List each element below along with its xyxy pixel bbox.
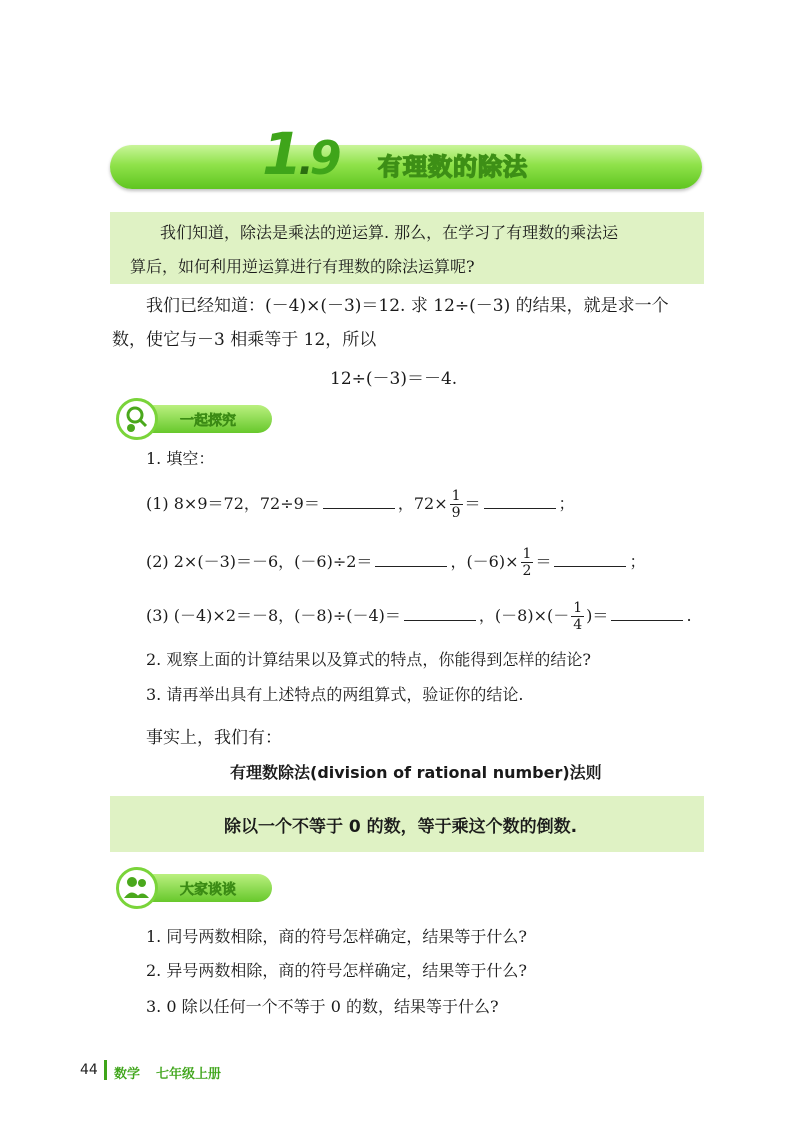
intro-box xyxy=(110,212,704,284)
paragraph-line-1: 我们已经知道：(－4)×(－3)＝12. 求 12÷(－3) 的结果，就是求一个 xyxy=(146,296,669,316)
intro-line-1: 我们知道，除法是乘法的逆运算. 那么，在学习了有理数的乘法运 xyxy=(160,223,619,242)
magnifier-icon xyxy=(116,398,158,440)
fill-row-3 xyxy=(146,600,692,633)
discuss-tag-label: 大家谈谈 xyxy=(180,882,236,898)
paragraph-line-2: 数，使它与－3 相乘等于 12，所以 xyxy=(112,330,377,350)
fraction xyxy=(571,600,584,633)
fact-intro: 事实上，我们有： xyxy=(146,728,282,748)
explore-item-3: 3. 请再举出具有上述特点的两组算式，验证你的结论. xyxy=(146,685,524,704)
row-end: . xyxy=(686,606,692,625)
fraction-numerator: 1 xyxy=(522,546,532,562)
fraction-denominator: 4 xyxy=(573,617,583,633)
footer-subject: 数学 xyxy=(114,1067,141,1082)
fill-row-2 xyxy=(146,546,645,579)
row-end: ； xyxy=(558,494,575,513)
equation: 12÷(－3)＝－4. xyxy=(330,369,458,389)
fill-row-3-prefix: (3) (－4)×2＝－8，(－8)÷(－4)＝ xyxy=(146,606,401,625)
answer-blank[interactable] xyxy=(323,492,395,509)
fraction-denominator: 2 xyxy=(522,563,532,579)
fill-row-1-prefix: (1) 8×9＝72，72÷9＝ xyxy=(146,494,320,513)
row-end: ； xyxy=(629,552,646,571)
section-title: 有理数的除法 xyxy=(378,153,528,181)
answer-blank[interactable] xyxy=(611,604,683,621)
fill-row-1 xyxy=(146,488,575,521)
section-number-minor: 9 xyxy=(309,131,338,185)
equals-sign: ＝ xyxy=(464,494,481,513)
fraction-numerator: 1 xyxy=(573,600,583,616)
section-number-dot: . xyxy=(298,138,310,184)
equals-sign: ＝ xyxy=(535,552,552,571)
answer-blank[interactable] xyxy=(484,492,556,509)
page-number: 44 xyxy=(80,1062,98,1078)
answer-blank[interactable] xyxy=(404,604,476,621)
answer-blank[interactable] xyxy=(375,550,447,567)
footer-divider xyxy=(104,1060,107,1080)
explore-tag-label: 一起探究 xyxy=(180,413,236,429)
fraction xyxy=(450,488,463,521)
answer-blank[interactable] xyxy=(554,550,626,567)
fill-row-2-mid: ，(－6)× xyxy=(450,552,519,571)
discuss-question-3: 3. 0 除以任何一个不等于 0 的数，结果等于什么? xyxy=(146,997,499,1016)
law-title: 有理数除法(division of rational number)法则 xyxy=(230,763,602,782)
fraction xyxy=(521,546,534,579)
explore-item-2: 2. 观察上面的计算结果以及算式的特点，你能得到怎样的结论? xyxy=(146,650,591,669)
law-text: 除以一个不等于 0 的数，等于乘这个数的倒数. xyxy=(224,817,578,837)
fraction-numerator: 1 xyxy=(451,488,461,504)
explore-item-1: 1. 填空： xyxy=(146,449,215,468)
chat-icon xyxy=(116,867,158,909)
paren-open: (－ xyxy=(547,606,570,625)
fill-row-3-mid: ，(－8)× xyxy=(478,606,547,625)
footer-grade: 七年级上册 xyxy=(156,1067,222,1082)
intro-line-2: 算后，如何利用逆运算进行有理数的除法运算呢? xyxy=(130,257,475,276)
equals-sign: ＝ xyxy=(592,606,609,625)
paren-close: ) xyxy=(586,606,593,625)
discuss-question-2: 2. 异号两数相除，商的符号怎样确定，结果等于什么? xyxy=(146,961,527,980)
section-number-major: 1 xyxy=(262,120,299,188)
fraction-denominator: 9 xyxy=(451,505,461,521)
discuss-question-1: 1. 同号两数相除，商的符号怎样确定，结果等于什么? xyxy=(146,927,527,946)
fill-row-2-prefix: (2) 2×(－3)＝－6，(－6)÷2＝ xyxy=(146,552,373,571)
section-number xyxy=(262,118,338,197)
fill-row-1-mid: ，72× xyxy=(397,494,448,513)
